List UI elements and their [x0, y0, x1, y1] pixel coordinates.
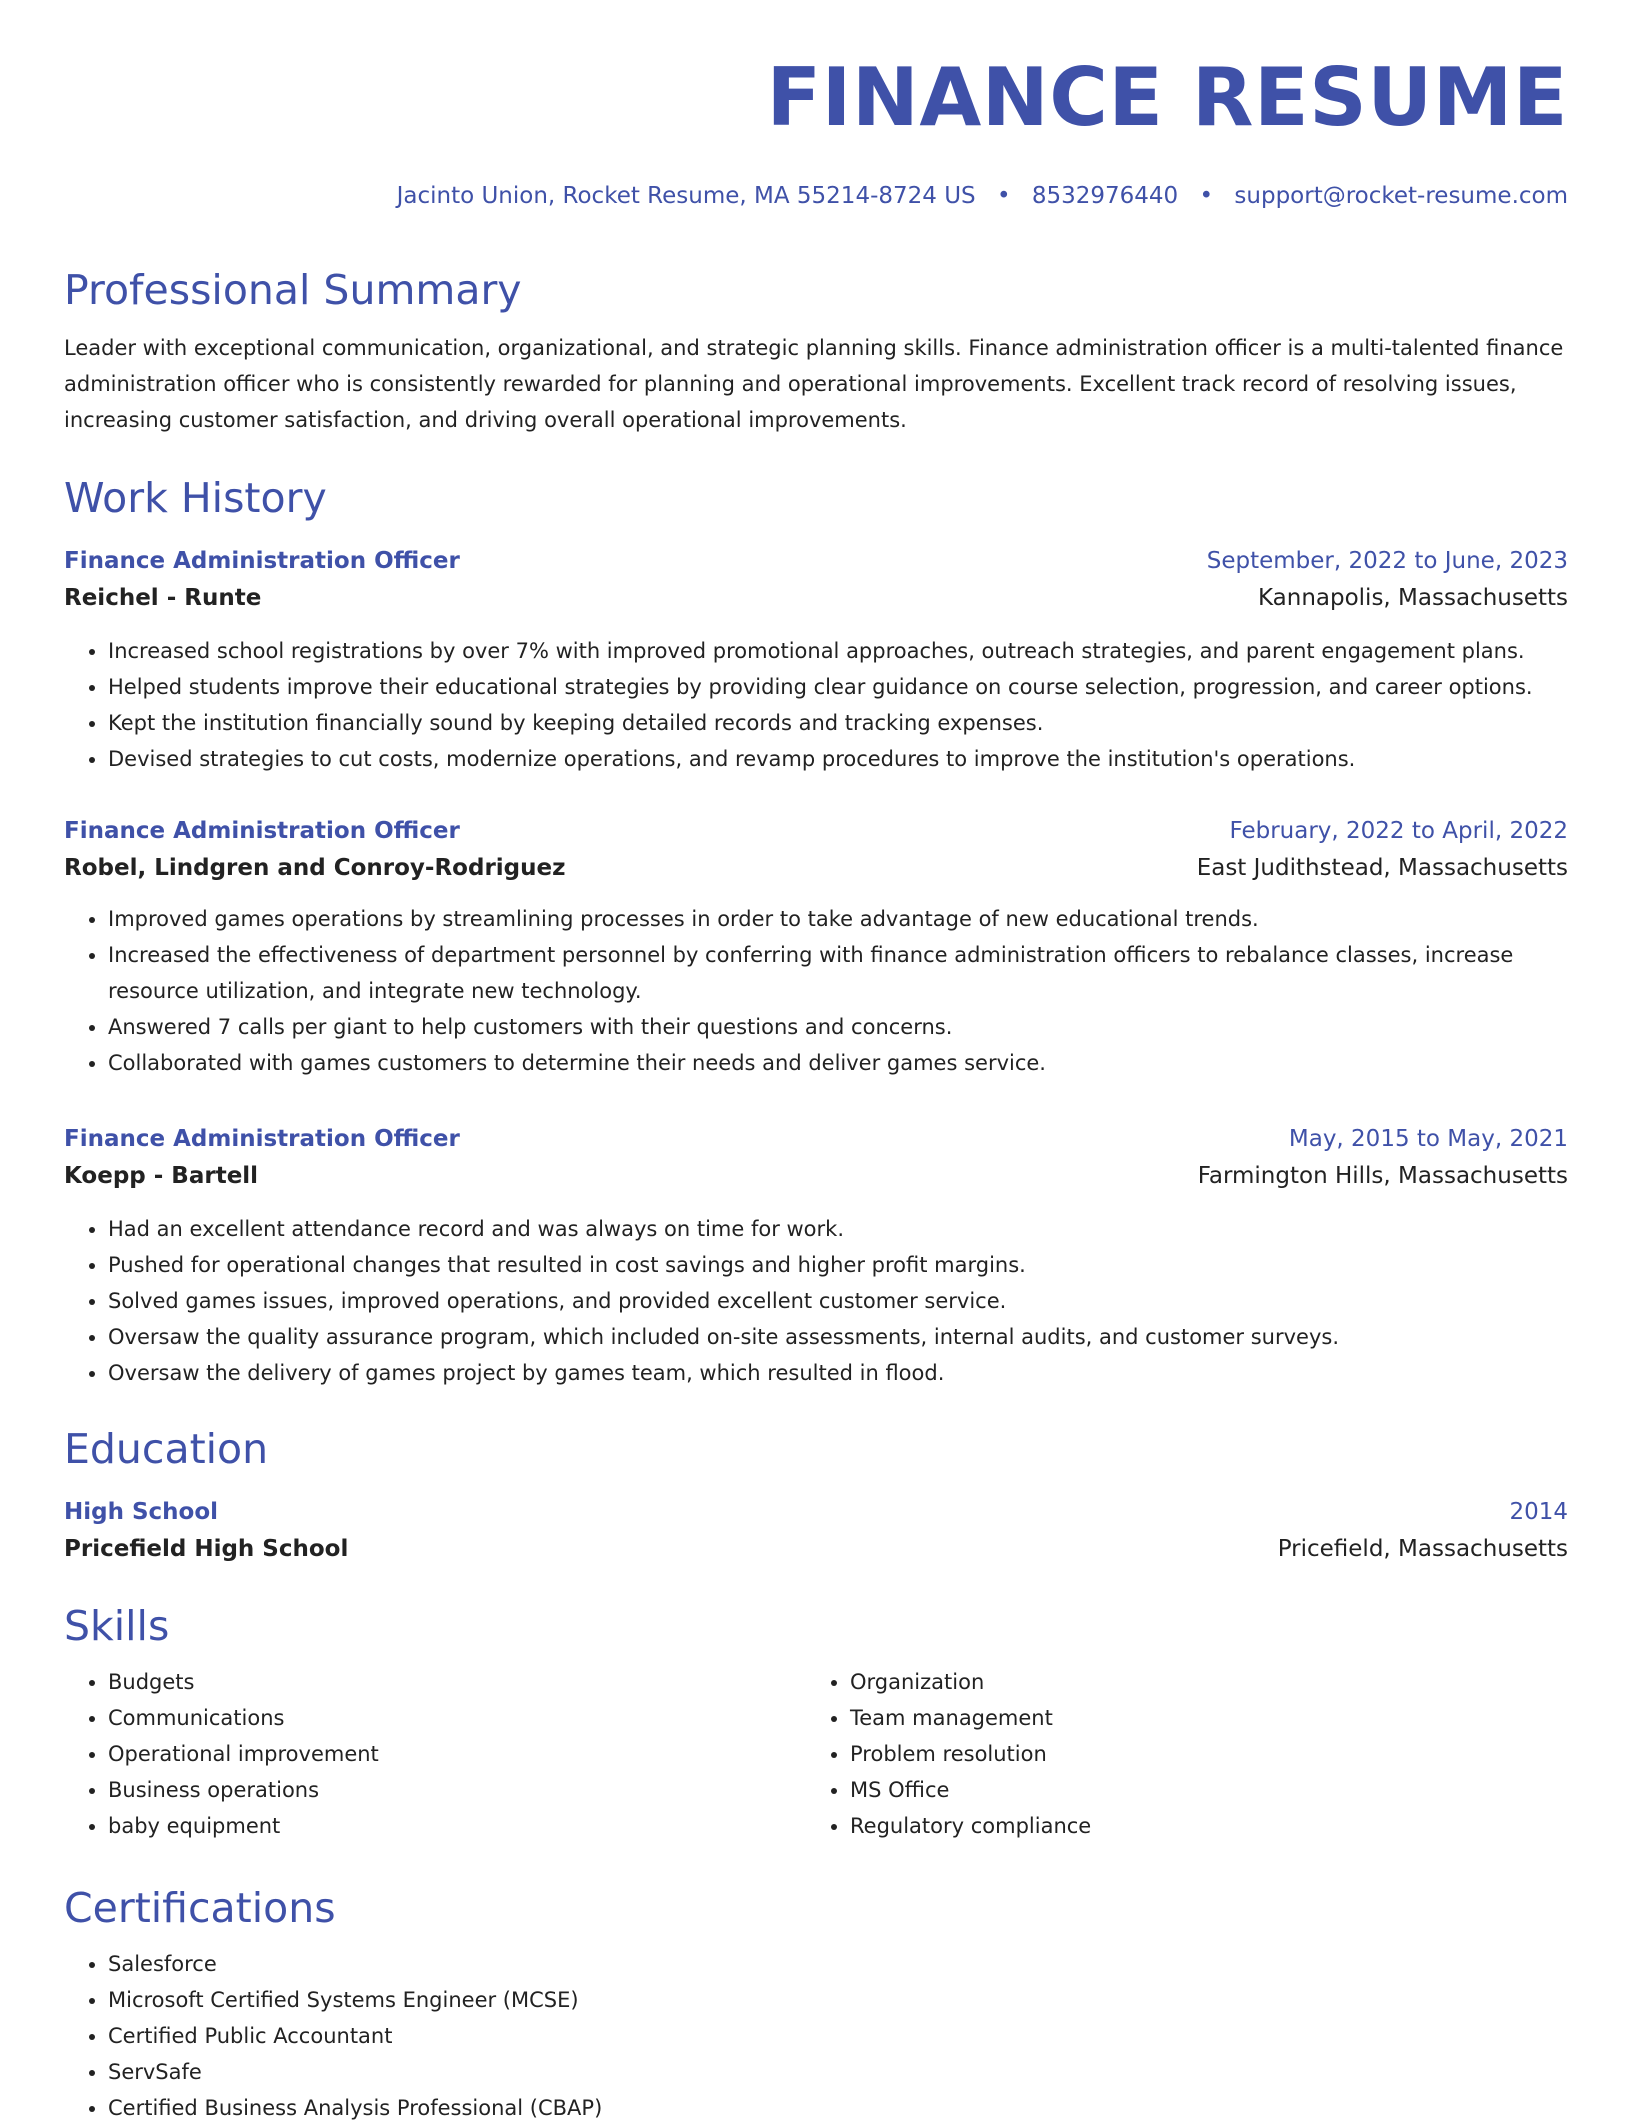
education-degree: High School	[64, 1499, 219, 1525]
skill-item: • Problem resolution	[850, 1736, 1548, 1772]
skill-item: • MS Office	[850, 1772, 1548, 1808]
summary-text: Leader with exceptional communication, organizational, and strategic planning skills. Finance administration officer is a multi-talented finance administration officer who is consistently rewarded for planning and operational improvements. Excellent track record of resolving issues, increasing customer satisfaction, and driving overall operational improvements.	[64, 336, 1564, 432]
skill-item: • Operational improvement	[108, 1736, 806, 1772]
summary-section	[64, 264, 1568, 438]
certification-item: • Certified Public Accountant	[108, 2018, 1568, 2054]
separator-dot: •	[996, 183, 1011, 209]
section-title-skills: Skills	[64, 1602, 170, 1650]
list-item: • Improved games operations by streamlining processes in order to take advantage of new educational trends.	[108, 901, 1568, 937]
job-employer: Reichel - Runte	[64, 585, 262, 611]
list-item: • Devised strategies to cut costs, modernize operations, and revamp procedures to improve the institution's operations.	[108, 741, 1568, 777]
certification-item: • Salesforce	[108, 1946, 1568, 1982]
job-entry	[64, 813, 1568, 1081]
email-link[interactable]: support@rocket-resume.com	[1234, 183, 1568, 209]
section-title-education: Education	[64, 1425, 269, 1473]
list-item: • Kept the institution financially sound by keeping detailed records and tracking expenses.	[108, 705, 1568, 741]
skill-item: • Organization	[850, 1664, 1548, 1700]
job-entry	[64, 543, 1568, 777]
job-title: Finance Administration Officer	[64, 1126, 460, 1152]
job-employer: Koepp - Bartell	[64, 1163, 259, 1189]
certification-item: • Certified Business Analysis Professional (CBAP)	[108, 2090, 1568, 2126]
job-location: Farmington Hills, Massachusetts	[1197, 1163, 1568, 1189]
list-item: • Solved games issues, improved operations, and provided excellent customer service.	[108, 1283, 1568, 1319]
job-employer: Robel, Lindgren and Conroy-Rodriguez	[64, 855, 566, 881]
skill-item: • Budgets	[108, 1664, 806, 1700]
education-section	[64, 1423, 1568, 1568]
list-item: • Collaborated with games customers to determine their needs and deliver games service.	[108, 1045, 1568, 1081]
skill-item: • baby equipment	[108, 1808, 806, 1844]
job-location: Kannapolis, Massachusetts	[1257, 585, 1568, 611]
section-title-work: Work History	[64, 474, 327, 522]
certification-item: • ServSafe	[108, 2054, 1568, 2090]
list-item: • Increased the effectiveness of department personnel by conferring with finance administration officers to rebalance classes, increase resource utilization, and integrate new technology.	[108, 937, 1568, 1009]
contact-line	[397, 180, 1568, 212]
skill-item: • Regulatory compliance	[850, 1808, 1548, 1844]
job-dates: September, 2022 to June, 2023	[1206, 548, 1568, 574]
certifications-list	[64, 1946, 1568, 2126]
skill-item: • Communications	[108, 1700, 806, 1736]
job-bullets	[64, 633, 1568, 777]
job-dates: February, 2022 to April, 2022	[1229, 818, 1568, 844]
education-school: Pricefield High School	[64, 1536, 349, 1562]
list-item: • Increased school registrations by over 7% with improved promotional approaches, outreach strategies, and parent engagement plans.	[108, 633, 1568, 669]
skills-list-right	[806, 1664, 1548, 1844]
job-title: Finance Administration Officer	[64, 818, 460, 844]
certifications-section	[64, 1882, 1568, 2126]
job-title: Finance Administration Officer	[64, 548, 460, 574]
list-item: • Oversaw the quality assurance program, which included on-site assessments, internal audits, and customer surveys.	[108, 1319, 1568, 1355]
skills-section	[64, 1600, 1568, 1844]
skill-item: • Team management	[850, 1700, 1548, 1736]
address-text: Jacinto Union, Rocket Resume, MA 55214-8724 US	[396, 183, 976, 209]
phone-text: 8532976440	[1031, 183, 1179, 209]
separator-dot: •	[1199, 183, 1214, 209]
skills-list-left	[64, 1664, 806, 1844]
job-bullets	[64, 901, 1568, 1081]
certification-item: • Microsoft Certified Systems Engineer (MCSE)	[108, 1982, 1568, 2018]
job-bullets	[64, 1211, 1568, 1391]
job-dates: May, 2015 to May, 2021	[1288, 1126, 1568, 1152]
list-item: • Answered 7 calls per giant to help customers with their questions and concerns.	[108, 1009, 1568, 1045]
education-year: 2014	[1509, 1499, 1568, 1525]
work-history-section	[64, 472, 1568, 524]
list-item: • Pushed for operational changes that resulted in cost savings and higher profit margins.	[108, 1247, 1568, 1283]
job-location: East Judithstead, Massachusetts	[1196, 855, 1568, 881]
list-item: • Had an excellent attendance record and was always on time for work.	[108, 1211, 1568, 1247]
resume-title: FINANCE RESUME	[766, 51, 1568, 144]
list-item: • Helped students improve their educational strategies by providing clear guidance on course selection, progression, and career options.	[108, 669, 1568, 705]
education-location: Pricefield, Massachusetts	[1277, 1536, 1568, 1562]
job-entry	[64, 1121, 1568, 1391]
skill-item: • Business operations	[108, 1772, 806, 1808]
list-item: • Oversaw the delivery of games project by games team, which resulted in flood.	[108, 1355, 1568, 1391]
section-title-certifications: Certifications	[64, 1884, 336, 1932]
section-title-summary: Professional Summary	[64, 266, 522, 314]
